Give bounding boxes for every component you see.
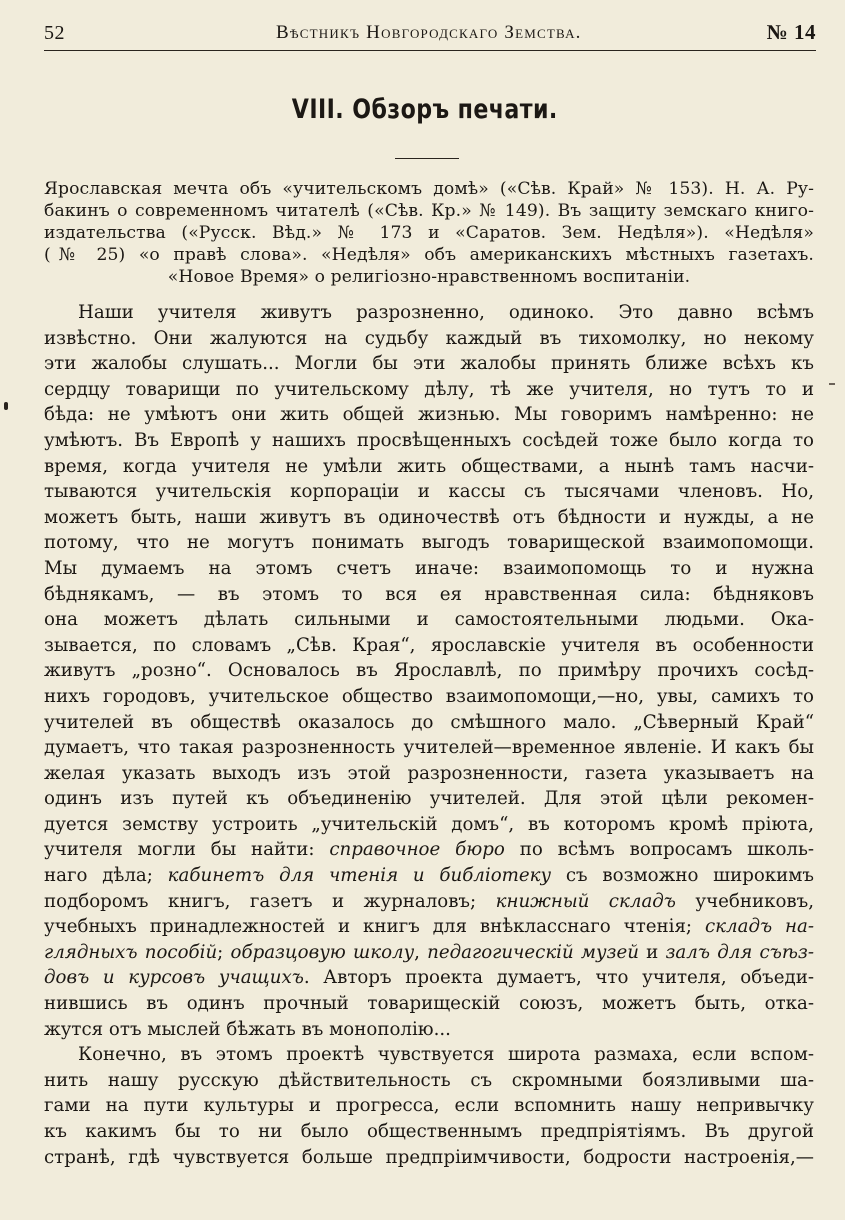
paragraph-line: желая указать выходъ изъ этой разрозненности, газета указываетъ на: [44, 762, 814, 784]
paragraph-line: сердцу товарищи по учительскому дѣлу, тѣ же учителя, но тутъ то и: [44, 378, 814, 400]
emphasis-text: складъ на-: [704, 916, 814, 938]
section-summary: [44, 178, 814, 288]
text-run: . Авторъ проекта думаетъ, что учителя, объеди-: [303, 967, 814, 989]
text-run: наго дѣла;: [44, 865, 168, 887]
text-run: учебныхъ принадлежностей и книгъ для внѣкласснаго чтенія;: [44, 916, 705, 938]
summary-line: Ярославская мечта объ «учительскомъ домѣ» («Сѣв. Край» № 153). Н. А. Ру-: [44, 179, 814, 199]
paragraph-line: жутся отъ мыслей бѣжать въ монополію...: [44, 1018, 451, 1040]
emphasis-text: залъ для съѣз-: [665, 941, 814, 963]
page-number: 52: [44, 22, 65, 44]
paragraph-line: умѣютъ. Въ Европѣ у нашихъ просвѣщенныхъ сосѣдей тоже было когда то: [44, 429, 814, 451]
paragraph-line: нившись въ одинъ прочный товарищескій союзъ, можетъ быть, отка-: [44, 993, 814, 1015]
paragraph-line: [44, 863, 814, 889]
emphasis-text: глядныхъ пособій: [44, 941, 218, 963]
title-divider: [395, 158, 459, 159]
text-run: учебниковъ,: [675, 890, 814, 912]
summary-line: издательства («Русск. Вѣд.» № 173 и «Саратов. Зем. Недѣля»). «Недѣля»: [44, 223, 814, 243]
text-run: съ возможно широкимъ: [551, 865, 814, 887]
emphasis-text: кабинетъ для чтенія и библіотеку: [167, 865, 552, 887]
paragraph-line: тываются учительскія корпораціи и кассы съ тысячами членовъ. Но,: [44, 481, 814, 503]
paragraph-line: [44, 889, 814, 915]
emphasis-text: книжный складъ: [495, 890, 676, 912]
paragraph-line: эти жалобы слушать... Могли бы эти жалобы принять ближе всѣхъ къ: [44, 353, 814, 375]
paragraph-line: къ какимъ бы то ни было общественнымъ предпріятіямъ. Въ другой: [44, 1121, 814, 1142]
paragraph-line: [44, 914, 814, 940]
paragraph-line: [44, 940, 814, 966]
paragraph-line: нихъ городовъ, учительское общество взаимопомощи,—но, увы, самихъ то: [44, 685, 814, 707]
section-title: VIII. Обзоръ печати.: [291, 94, 558, 125]
paragraph-line: она можетъ дѣлать сильными и самостоятельными людьми. Ока-: [44, 609, 814, 631]
paragraph-line: нить нашу русскую дѣйствительность съ скромными боязливыми ша-: [44, 1069, 814, 1091]
paragraph-line: зывается, по словамъ „Сѣв. Края“, ярославскіе учителя въ особенности: [44, 634, 814, 656]
running-header: [44, 20, 816, 51]
text-run: и: [638, 941, 666, 963]
paragraph-line: странѣ, гдѣ чувствуется больше предпріимчивости, бодрости настроенія,—: [44, 1146, 814, 1168]
paragraph-line: потому, что не могутъ понимать выгодъ товарищеской взаимопомощи.: [44, 532, 814, 554]
journal-title: Вѣстникъ Новгородскаго Земства.: [276, 22, 582, 43]
article-body: [44, 300, 814, 1170]
paragraph-line: Наши учителя живутъ разрозненно, одиноко. Это давно всѣмъ: [78, 302, 814, 323]
text-run: ;: [217, 941, 231, 963]
emphasis-text: справочное бюро: [329, 839, 505, 861]
text-run: подборомъ книгъ, газетъ и журналовъ;: [44, 890, 496, 912]
paragraph-line: дуется земству устроить „учительскій домъ“, въ которомъ кромѣ пріюта,: [44, 813, 814, 835]
margin-ink-mark: [829, 383, 835, 385]
emphasis-text: педагогическій музей: [427, 941, 639, 963]
paragraph-line: живутъ „розно“. Основалось въ Ярославлѣ, по примѣру прочихъ сосѣд-: [44, 660, 814, 682]
summary-line: (№ 25) «о правѣ слова». «Недѣля» объ американскихъ мѣстныхъ газетахъ.: [44, 245, 814, 265]
paragraph-line: Мы думаемъ на этомъ счетъ иначе: взаимопомощь то и нужна: [44, 557, 814, 579]
paragraph-line: одинъ изъ путей къ объединенію учителей. Для этой цѣли рекомен-: [44, 788, 814, 810]
paragraph-line: извѣстно. Они жалуются на судьбу каждый въ тихомолку, но некому: [44, 327, 814, 349]
paragraph-line: гами на пути культуры и прогресса, если вспомнить нашу непривычку: [44, 1095, 814, 1117]
paragraph-line: [44, 837, 814, 863]
paragraph-line: Конечно, въ этомъ проектѣ чувствуется широта размаха, если вспом-: [78, 1044, 814, 1066]
paragraph-line: думаетъ, что такая разрозненность учителей—временное явленіе. И какъ бы: [44, 737, 814, 759]
margin-ink-mark: [4, 402, 8, 410]
summary-line: «Новое Время» о религіозно-нравственномъ воспитаніи.: [167, 267, 691, 287]
paragraph-line: время, когда учителя не умѣли жить обществами, а нынѣ тамъ насчи-: [44, 455, 814, 477]
emphasis-text: образцовую школу: [230, 941, 415, 963]
paragraph-line: можетъ быть, наши живутъ въ одиночествѣ отъ бѣдности и нужды, а не: [44, 506, 814, 528]
paragraph-line: учителей въ обществѣ оказалось до смѣшного мало. „Сѣверный Край“: [44, 711, 814, 733]
text-run: по всѣмъ вопросамъ школь-: [504, 839, 814, 861]
summary-line: бакинъ о современномъ читателѣ («Сѣв. Кр.» № 149). Въ защиту земскаго книго-: [44, 201, 814, 221]
paragraph-line: бѣда: не умѣютъ они жить общей жизнью. Мы говоримъ намѣренно: не: [44, 404, 814, 426]
text-run: ,: [414, 941, 428, 963]
paragraph-line: бѣднякамъ, — въ этомъ то вся ея нравственная сила: бѣдняковъ: [44, 583, 814, 605]
text-run: учителя могли бы найти:: [44, 839, 330, 861]
paragraph-line: [44, 965, 814, 991]
issue-number: № 14: [766, 20, 816, 44]
emphasis-text: довъ и курсовъ учащихъ: [44, 967, 304, 989]
